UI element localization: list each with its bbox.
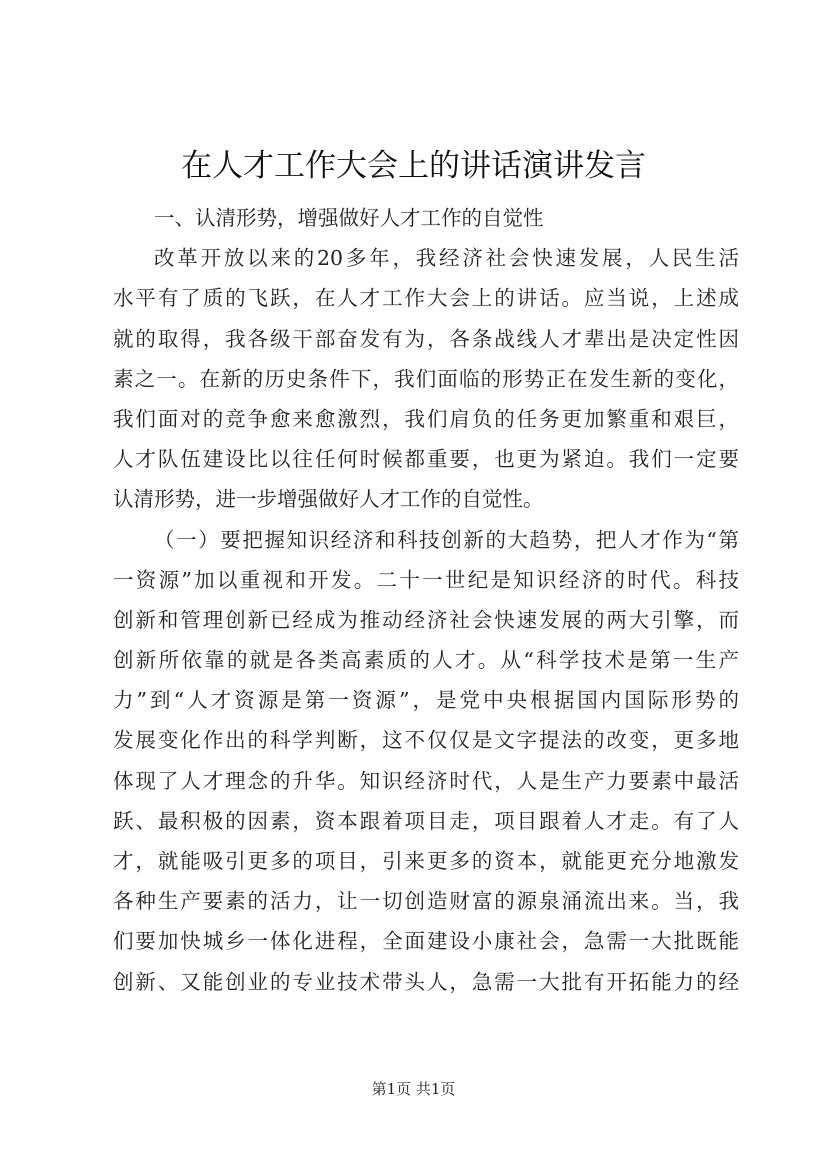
paragraph-line: （一）要把握知识经济和科技创新的大趋势，把人才作为“第	[154, 527, 739, 552]
paragraph-line: 体现了人才理念的升华。知识经济时代，人是生产力要素中最活	[113, 768, 739, 793]
paragraph-line: 创新、又能创业的专业技术带头人，急需一大批有开拓能力的经	[113, 969, 739, 994]
paragraph-line: 创新和管理创新已经成为推动经济社会快速发展的两大引擎，而	[113, 607, 739, 632]
paragraph-line: 力”到“人才资源是第一资源”，是党中央根据国内国际形势的	[113, 688, 739, 713]
paragraph-line: 认清形势，进一步增强做好人才工作的自觉性。	[113, 487, 544, 512]
document-title: 在人才工作大会上的讲话演讲发言	[181, 148, 646, 184]
paragraph-line: 们要加快城乡一体化进程，全面建设小康社会，急需一大批既能	[113, 929, 739, 954]
paragraph-line: 一资源”加以重视和开发。二十一世纪是知识经济的时代。科技	[113, 567, 739, 592]
paragraph-line: 改革开放以来的20多年，我经济社会快速发展，人民生活	[154, 246, 739, 271]
page-footer: 第1页 共1页	[371, 1080, 456, 1098]
paragraph-line: 跃、最积极的因素，资本跟着项目走，项目跟着人才走。有了人	[113, 808, 739, 833]
paragraph-line: 就的取得，我各级干部奋发有为，各条战线人才辈出是决定性因	[113, 326, 739, 351]
paragraph-line: 水平有了质的飞跃，在人才工作大会上的讲话。应当说，上述成	[113, 286, 739, 311]
paragraph-line: 创新所依靠的就是各类高素质的人才。从“科学技术是第一生产	[113, 648, 739, 673]
paragraph-line: 人才队伍建设比以往任何时候都重要，也更为紧迫。我们一定要	[113, 447, 739, 472]
paragraph-line: 发展变化作出的科学判断，这不仅仅是文字提法的改变，更多地	[113, 728, 739, 753]
document-body	[113, 198, 739, 1002]
paragraph-line: 我们面对的竞争愈来愈激烈，我们肩负的任务更加繁重和艰巨，	[113, 406, 739, 431]
paragraph-line: 各种生产要素的活力，让一切创造财富的源泉涌流出来。当，我	[113, 889, 739, 914]
section-heading: 一、认清形势，增强做好人才工作的自觉性	[154, 206, 544, 230]
paragraph-line: 素之一。在新的历史条件下，我们面临的形势正在发生新的变化，	[113, 366, 739, 391]
paragraph-line: 才，就能吸引更多的项目，引来更多的资本，就能更充分地激发	[113, 849, 739, 873]
